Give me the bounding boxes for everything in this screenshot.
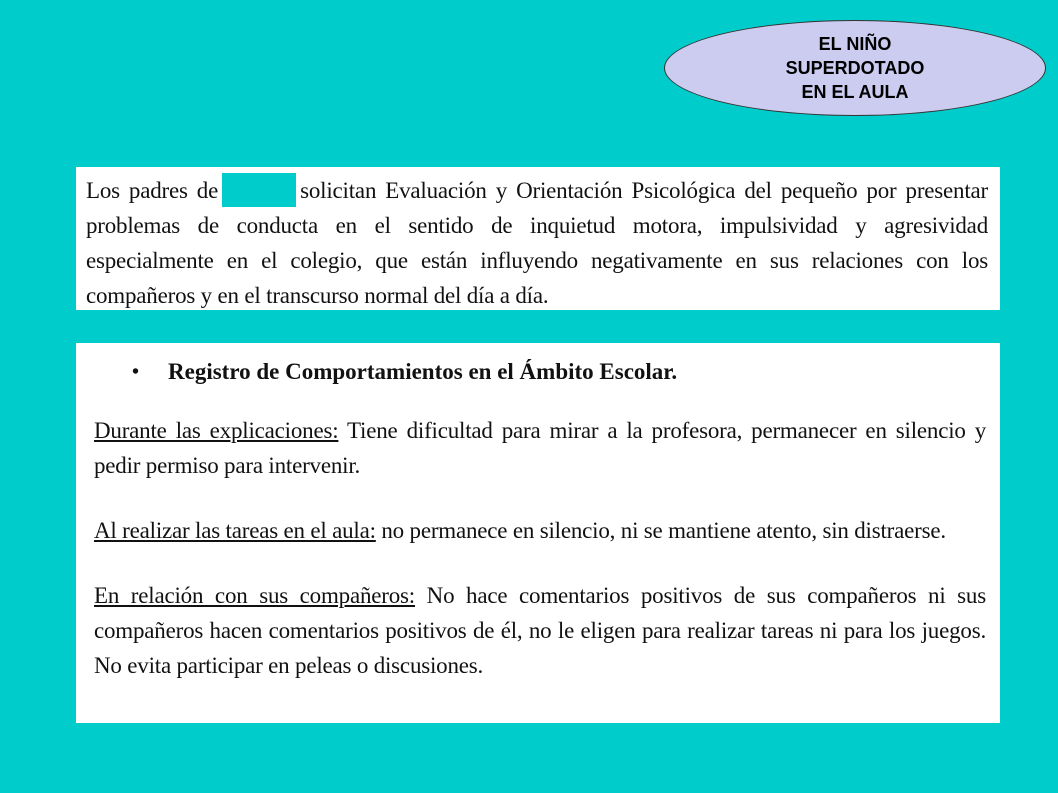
title-badge — [664, 20, 1046, 116]
registro-heading-text: Registro de Comportamientos en el Ámbito Escolar. — [168, 359, 678, 384]
title-line-1: EL NIÑO — [818, 34, 892, 54]
intro-panel — [76, 167, 1000, 310]
item-label: Al realizar las tareas en el aula: — [94, 518, 376, 543]
item-text: Tiene dificultad para mirar a la profesora, permanecer en silencio y pedir permiso para intervenir. — [94, 418, 986, 478]
intro-text-rest: solicitan Evaluación y Orientación Psicológica del pequeño por presentar problemas de conducta en el sentido de inquietud motora, impulsividad y agresividad especialmente en el colegio, que están influyendo negativamente en sus relaciones con los compañeros y en el transcurso normal del día a día. — [86, 178, 989, 308]
registro-item-tareas — [94, 513, 986, 548]
registro-item-companeros — [94, 578, 986, 683]
registro-heading — [94, 357, 986, 387]
title-line-3: EN EL AULA — [801, 82, 909, 102]
intro-text-start: Los padres de — [86, 178, 219, 203]
item-label: En relación con sus compañeros: — [94, 583, 415, 608]
registro-panel — [76, 343, 1000, 723]
registro-item-explicaciones — [94, 413, 986, 483]
intro-paragraph — [86, 173, 988, 313]
bullet-icon: • — [132, 361, 140, 383]
item-label: Durante las explicaciones: — [94, 418, 339, 443]
redaction-block — [222, 173, 296, 207]
item-text: no permanece en silencio, ni se mantiene atento, sin distraerse. — [381, 518, 946, 543]
title-line-2: SUPERDOTADO — [785, 58, 925, 78]
item-text: No hace comentarios positivos de sus compañeros ni sus compañeros hacen comentarios positivos de él, no le eligen para realizar tareas ni para los juegos. No evita participar en peleas o discusiones. — [94, 583, 986, 678]
